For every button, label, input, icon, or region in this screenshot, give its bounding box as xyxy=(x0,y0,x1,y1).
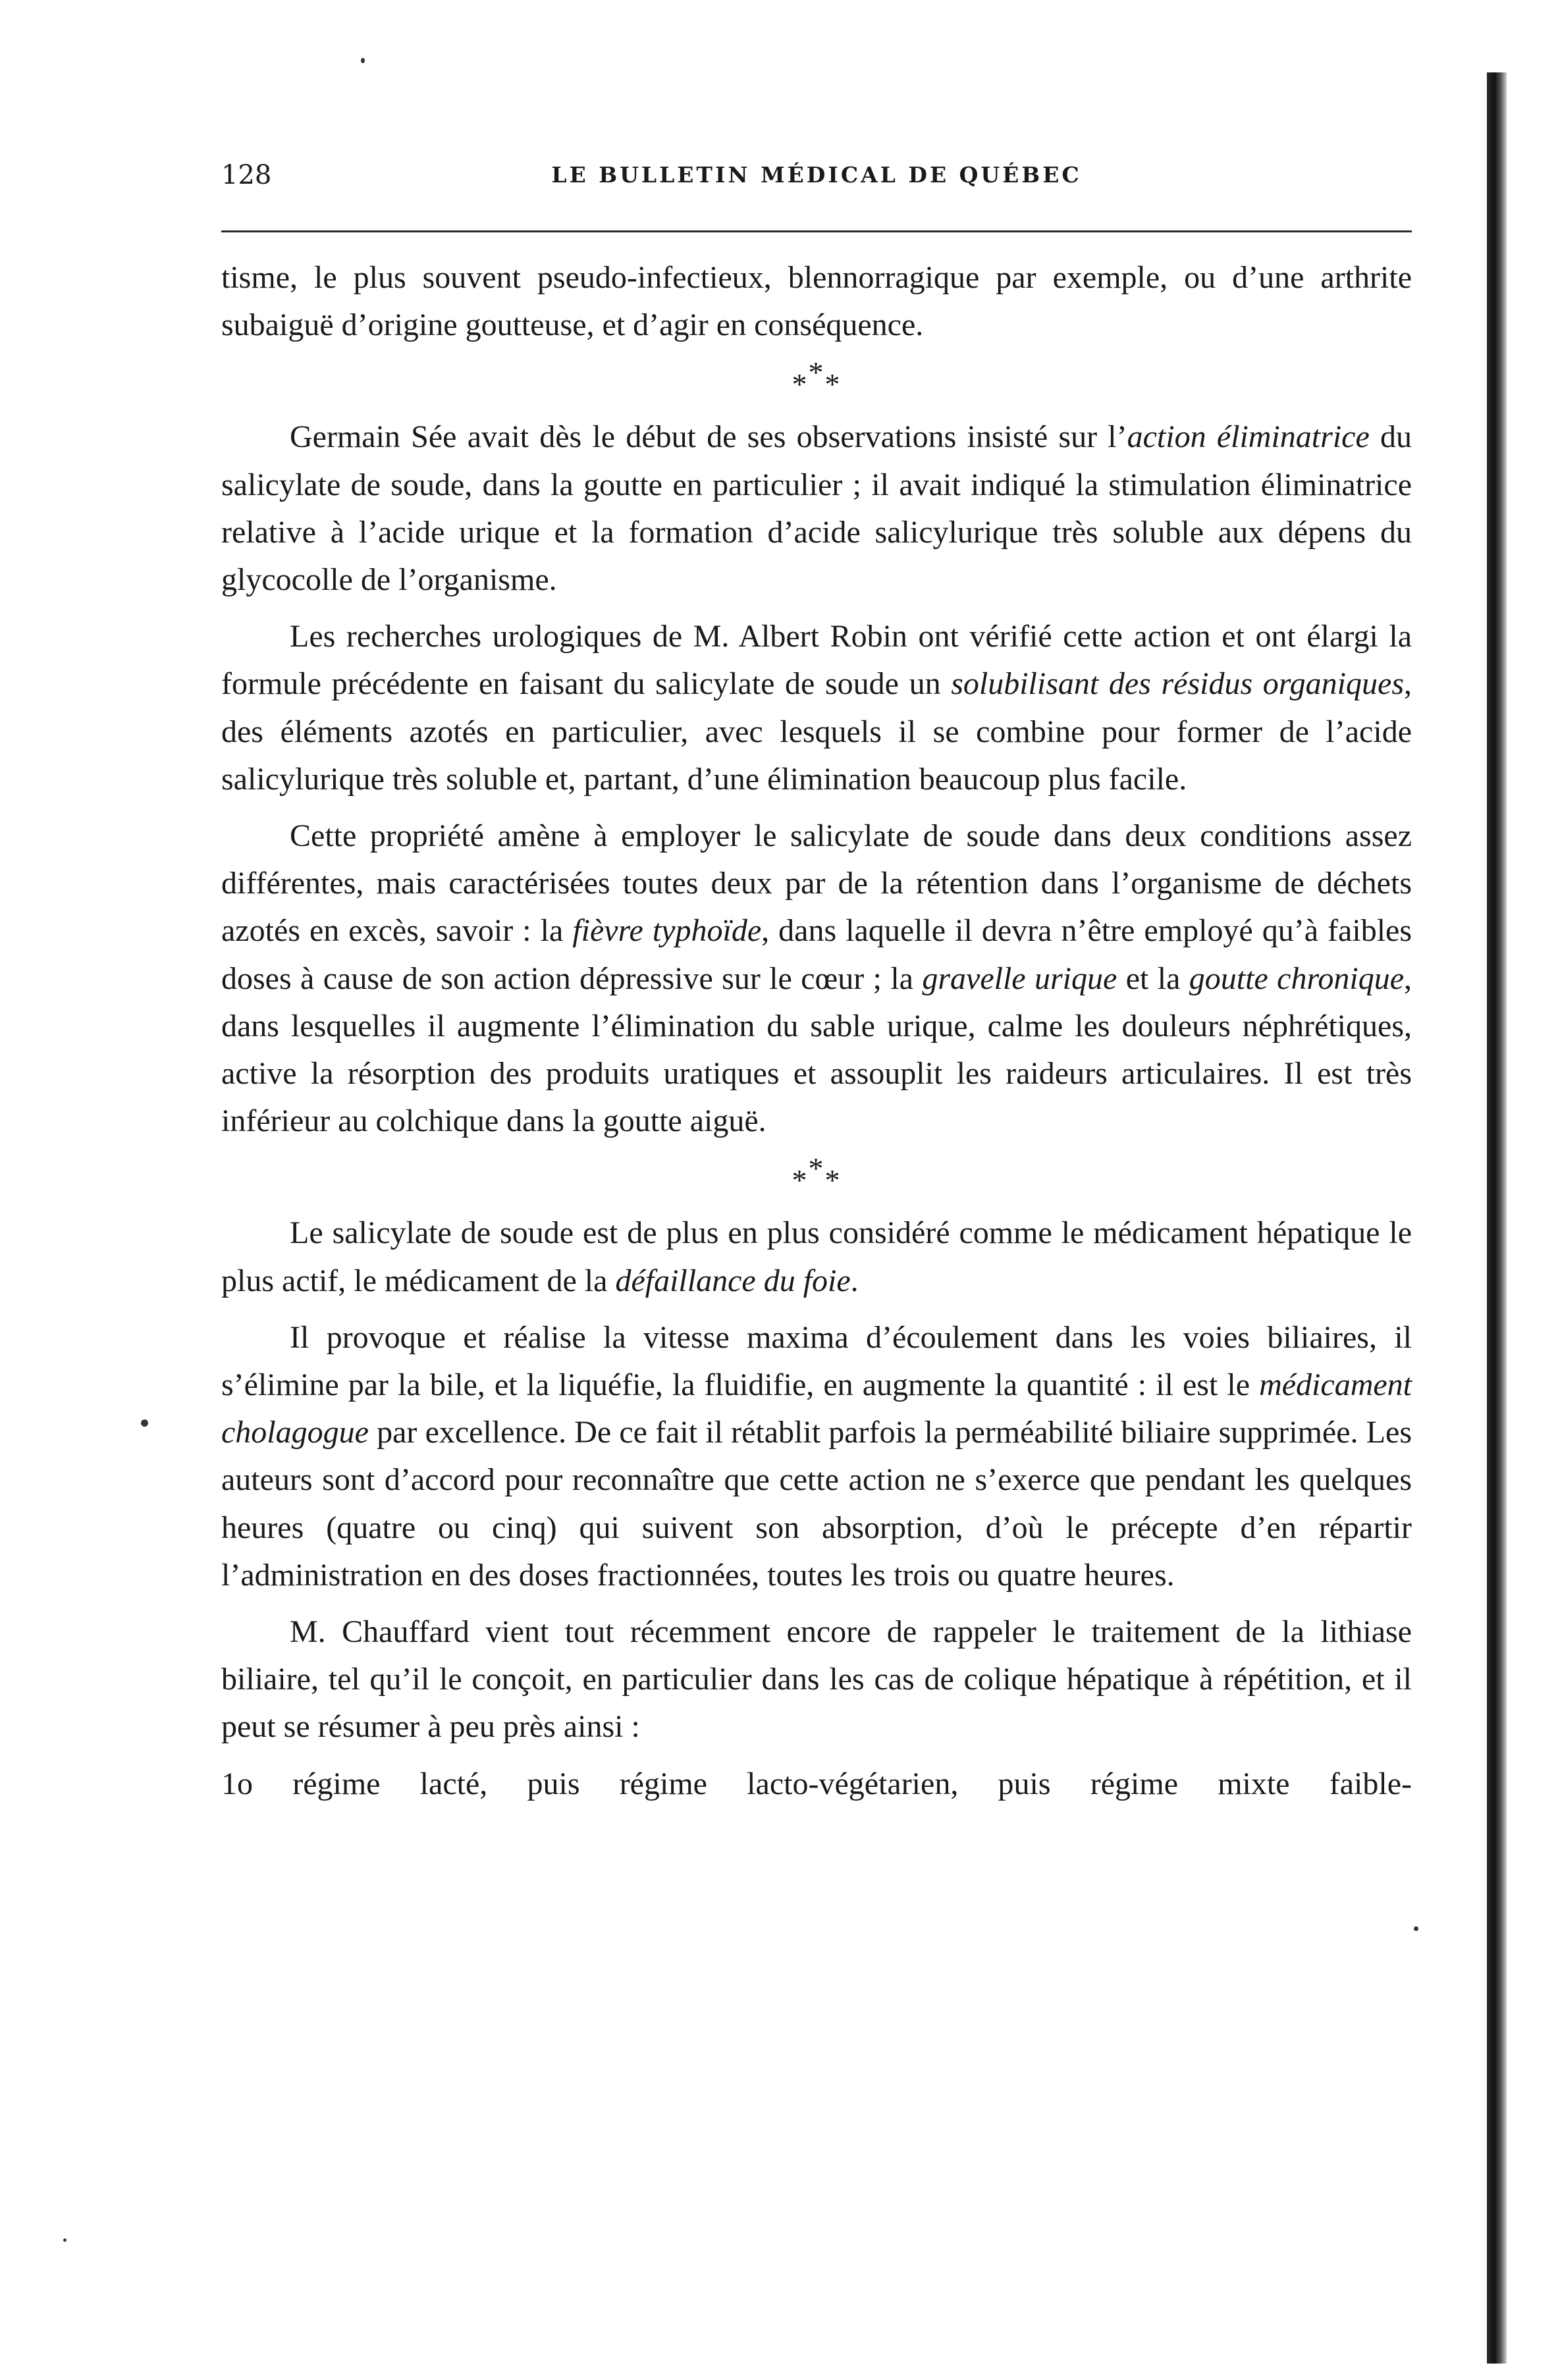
page-number: 128 xyxy=(221,160,272,190)
section-separator-1: *** xyxy=(792,356,842,402)
paragraph-7: M. Chauffard vient tout récemment encore de rappeler le traitement de la lithiase biliaire, tel qu’il le conçoit, en particulier dans les cas de colique hépatique à répétition, et il peut se résumer à peu près ainsi : xyxy=(221,1614,1412,1745)
scan-speck xyxy=(1414,1926,1418,1931)
scan-binding-edge xyxy=(1487,72,1507,2364)
page-header xyxy=(221,155,1412,195)
scan-speck xyxy=(141,1419,148,1427)
scan-speck xyxy=(63,2238,67,2242)
running-title: LE BULLETIN MÉDICAL DE QUÉBEC xyxy=(551,162,1082,188)
paragraph-1: tisme, le plus souvent pseudo-infectieux, blennorragique par exemple, ou d’une arthrite subaiguë d’origine goutteuse, et d’agir en conséquence. xyxy=(221,260,1412,343)
section-separator-2: *** xyxy=(792,1151,842,1198)
paragraph-4: Cette propriété amène à employer le salicylate de soude dans deux conditions assez différentes, mais caractérisées toutes deux par de la rétention dans l’organisme de déchets azotés en excès, savoir : la fièvre typhoïde, dans laquelle il devra n’être employé qu’à faibles doses à cause de son action dépressive sur le cœur ; la gravelle urique et la goutte chronique, dans lesquelles il augmente l’élimination du sable urique, calme les douleurs néphrétiques, active la résorption des produits uratiques et assouplit les raideurs articulaires. Il est très inférieur au colchique dans la goutte aiguë. xyxy=(221,818,1412,1139)
paragraph-8: 1o régime lacté, puis régime lacto-végétarien, puis régime mixte faible- xyxy=(221,1766,1412,1801)
paragraph-2: Germain Sée avait dès le début de ses observations insisté sur l’action éliminatrice du salicylate de soude, dans la goutte en particulier ; il avait indiqué la stimulation éliminatrice relative à l’acide urique et la formation d’acide salicylurique très soluble aux dépens du glycocolle de l’organisme. xyxy=(221,419,1412,598)
paragraph-3: Les recherches urologiques de M. Albert Robin ont vérifié cette action et ont élargi la formule précédente en faisant du salicylate de soude un solubilisant des résidus organiques, des éléments azotés en particulier, avec lesquels il se combine pour former de l’acide salicylurique très soluble et, partant, d’une élimination beaucoup plus facile. xyxy=(221,619,1412,797)
header-rule xyxy=(221,230,1412,232)
scan-speck xyxy=(361,58,365,63)
paragraph-6: Il provoque et réalise la vitesse maxima d’écoulement dans les voies biliaires, il s’élimine par la bile, et la liquéfie, la fluidifie, en augmente la quantité : il est le médicament cholagogue par excellence. De ce fait il rétablit parfois la perméabilité biliaire supprimée. Les auteurs sont d’accord pour reconnaître que cette action ne s’exerce que pendant les quelques heures (quatre ou cinq) qui suivent son absorption, d’où le précepte d’en répartir l’administration en des doses fractionnées, toutes les trois ou quatre heures. xyxy=(221,1319,1412,1593)
paragraph-5: Le salicylate de soude est de plus en plus considéré comme le médicament hépatique le plus actif, le médicament de la défaillance du foie. xyxy=(221,1215,1412,1298)
body-text xyxy=(221,254,1412,1817)
